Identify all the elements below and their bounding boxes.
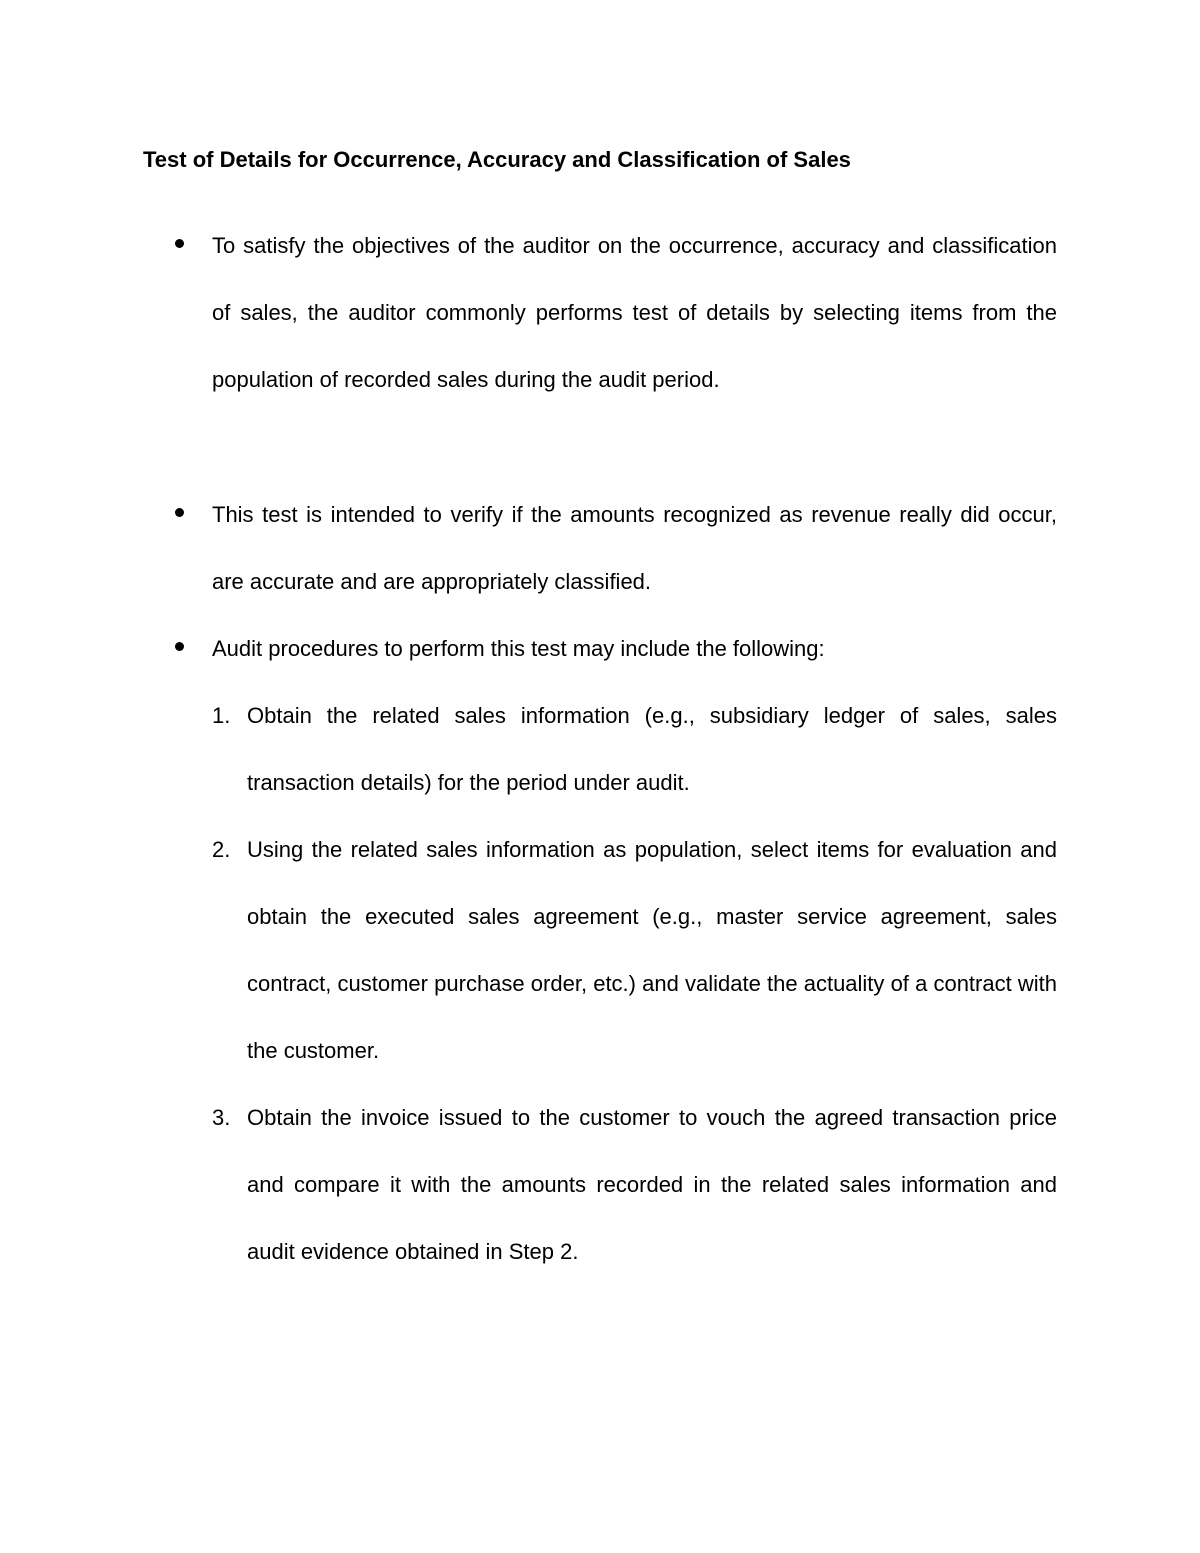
step-number: 3. (212, 1105, 231, 1130)
step-number: 2. (212, 837, 231, 862)
numbered-item (212, 816, 1057, 1084)
bullet-item (212, 615, 1057, 682)
step-text: Obtain the invoice issued to the customer to vouch the agreed transaction price and compare it with the amounts recorded in the related sales information and audit evidence obtained in Step 2. (247, 1105, 1057, 1264)
step-text: Obtain the related sales information (e.g., subsidiary ledger of sales, sales transaction details) for the period under audit. (247, 703, 1057, 795)
document-title: Test of Details for Occurrence, Accuracy and Classification of Sales (143, 147, 851, 172)
bullet-icon (175, 642, 184, 651)
step-text: Using the related sales information as population, select items for evaluation and obtain the executed sales agreement (e.g., master service agreement, sales contract, customer purchase order, etc.) and validate the actuality of a contract with the customer. (247, 837, 1057, 1063)
step-number: 1. (212, 703, 231, 728)
bullet-item (212, 481, 1057, 615)
numbered-item (212, 1084, 1057, 1285)
bullet-icon (175, 239, 184, 248)
bullet-text: Audit procedures to perform this test may include the following: (212, 636, 825, 661)
bullet-icon (175, 508, 184, 517)
numbered-item (212, 682, 1057, 816)
bullet-text: This test is intended to verify if the amounts recognized as revenue really did occur, are accurate and are appropriately classified. (212, 502, 1057, 594)
bullet-text: To satisfy the objectives of the auditor on the occurrence, accuracy and classification of sales, the auditor commonly performs test of details by selecting items from the population of recorded sales during the audit period. (212, 233, 1057, 392)
bullet-item (212, 212, 1057, 413)
